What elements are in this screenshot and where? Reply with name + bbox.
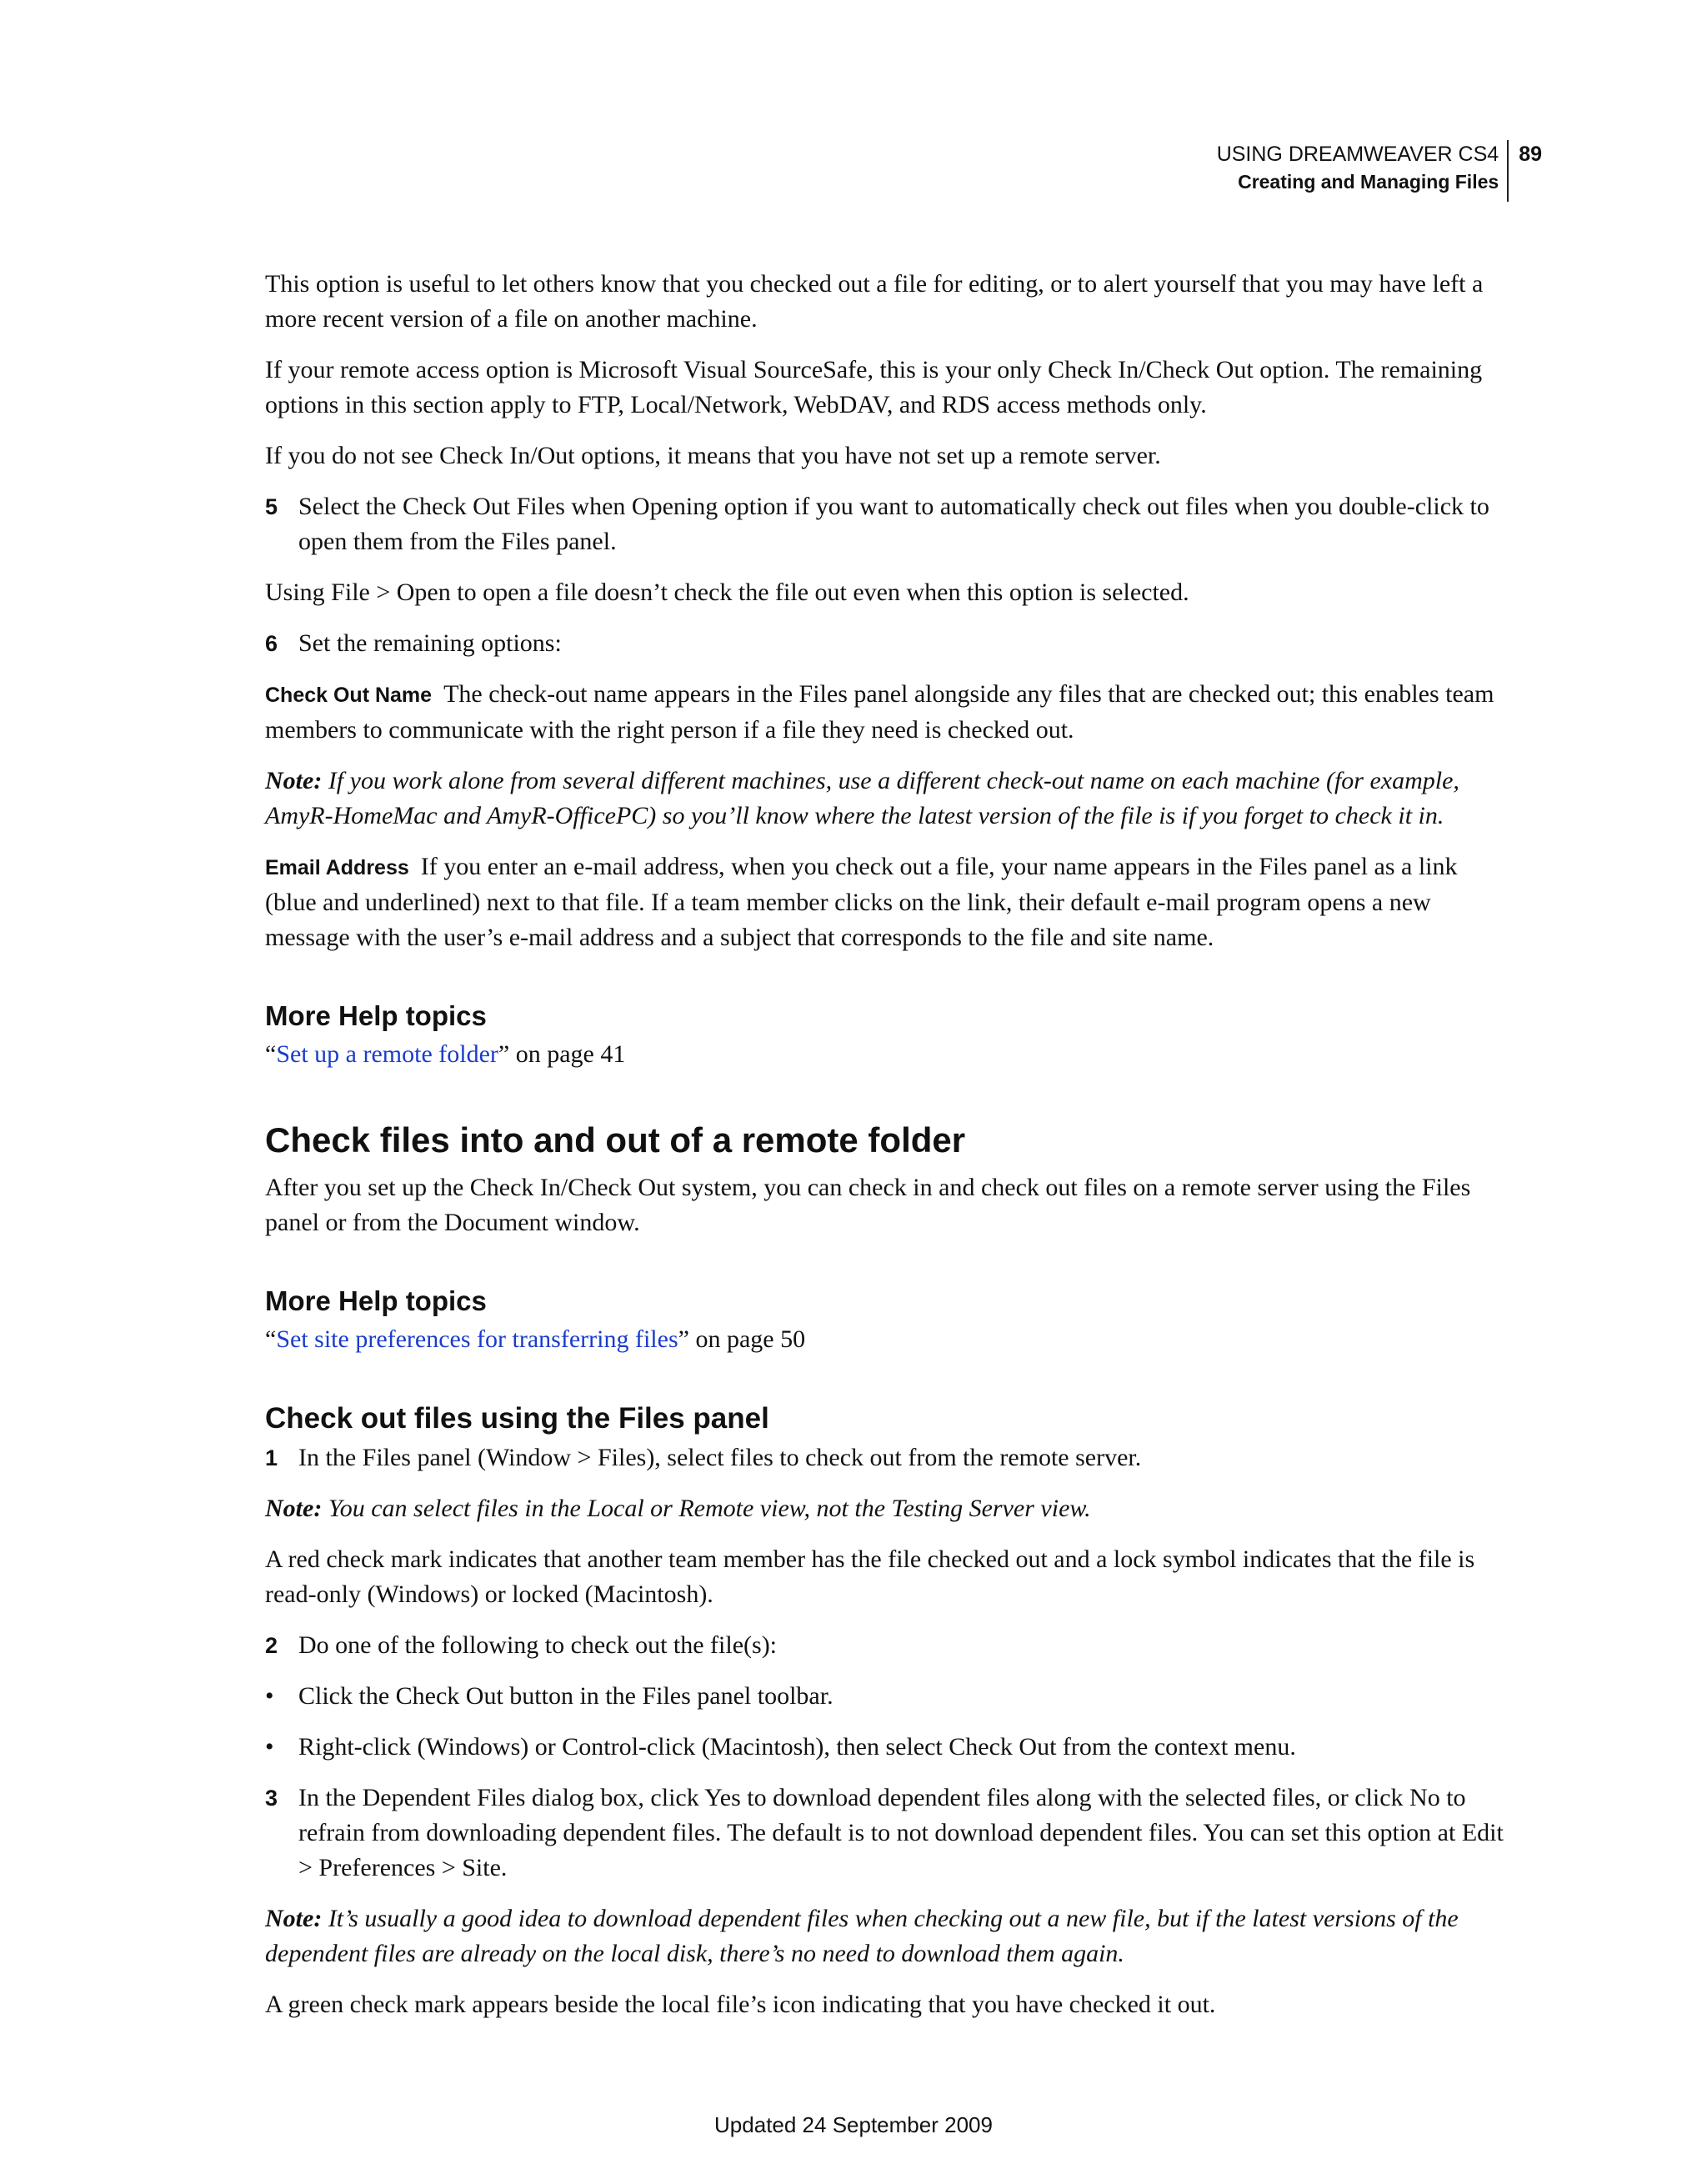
open-quote: “ <box>265 1040 277 1068</box>
open-quote: “ <box>265 1325 277 1353</box>
note-text: It’s usually a good idea to download dependent files when checking out a new file, but if the latest versions of the dependent files are already on the local disk, there’s no need to download them again. <box>265 1905 1459 1967</box>
paragraph-1: This option is useful to let others know that you checked out a file for editing, or to alert yourself that you may have left a more recent version of a file on another machine. <box>265 270 1484 333</box>
header-subtitle: Creating and Managing Files <box>1238 171 1499 193</box>
term-description: The check-out name appears in the Files panel alongside any files that are checked out; this enables team members to communicate with the right person if a file they need is checked out. <box>265 680 1494 744</box>
subsection-heading: Check out files using the Files panel <box>265 1402 769 1435</box>
step-number: 5 <box>265 494 278 519</box>
step-number: 3 <box>265 1786 278 1811</box>
help-link-remote-folder[interactable]: Set up a remote folder <box>276 1040 498 1068</box>
definition-email-address <box>265 849 1507 955</box>
step-number: 2 <box>265 1633 278 1658</box>
page-reference: ” on page 41 <box>498 1040 626 1068</box>
note-1 <box>265 764 1507 834</box>
paragraph-7: A green check mark appears beside the local file’s icon indicating that you have checked it out. <box>265 1991 1216 2018</box>
note-label: Note: <box>265 1905 323 1932</box>
step-text: Set the remaining options: <box>298 629 562 657</box>
term-label: Check Out Name <box>265 684 433 707</box>
note-text: If you work alone from several different machines, use a different check-out name on each machine (for example, AmyR-HomeMac and AmyR-OfficePC) so you’ll know where the latest version of the file is if you forget to check it in. <box>265 767 1459 829</box>
note-3 <box>265 1901 1507 1971</box>
section-heading: Check files into and out of a remote folder <box>265 1120 966 1160</box>
page-footer: Updated 24 September 2009 <box>714 2112 993 2137</box>
step-2 <box>265 1628 1507 1663</box>
step-text: In the Dependent Files dialog box, click Yes to download dependent files along with the selected files, or click No to refrain from downloading dependent files. The default is to not download dependent files. You can set this option at Edit > Preferences > Site. <box>298 1784 1504 1881</box>
page-reference: ” on page 50 <box>678 1325 806 1353</box>
more-help-heading-1: More Help topics <box>265 1000 487 1031</box>
bullet-marker: • <box>265 1733 274 1761</box>
step-text: Do one of the following to check out the file(s): <box>298 1631 778 1659</box>
step-1 <box>265 1440 1507 1475</box>
term-description: If you enter an e-mail address, when you check out a file, your name appears in the Files panel as a link (blue and underlined) next to that file. If a team member clicks on the link, their default e-mail program opens a new message with the user’s e-mail address and a subject that corresponds to the file and site name. <box>265 853 1458 951</box>
paragraph-5: After you set up the Check In/Check Out system, you can check in and check out files on a remote server using the Files panel or from the Document window. <box>265 1174 1471 1236</box>
definition-check-out-name <box>265 677 1507 748</box>
help-link-line-2 <box>265 1322 1507 1357</box>
paragraph-3: If you do not see Check In/Out options, it means that you have not set up a remote server. <box>265 442 1161 469</box>
step-5 <box>265 489 1507 559</box>
note-label: Note: <box>265 1495 323 1522</box>
bullet-item <box>265 1679 1507 1714</box>
page-body <box>265 267 1507 2038</box>
page-number: 89 <box>1519 143 1542 166</box>
step-number: 6 <box>265 631 278 656</box>
help-link-site-preferences[interactable]: Set site preferences for transferring files <box>276 1325 678 1353</box>
bullet-marker: • <box>265 1682 274 1710</box>
paragraph-6: A red check mark indicates that another team member has the file checked out and a lock symbol indicates that the file is read-only (Windows) or locked (Macintosh). <box>265 1545 1475 1608</box>
header-text-block <box>1217 140 1509 202</box>
bullet-text: Click the Check Out button in the Files panel toolbar. <box>298 1682 833 1710</box>
step-text: Select the Check Out Files when Opening option if you want to automatically check out files when you double-click to open them from the Files panel. <box>298 493 1489 555</box>
more-help-heading-2: More Help topics <box>265 1285 487 1316</box>
bullet-text: Right-click (Windows) or Control-click (Macintosh), then select Check Out from the context menu. <box>298 1733 1296 1761</box>
term-label: Email Address <box>265 856 409 879</box>
bullet-item <box>265 1730 1507 1765</box>
step-6 <box>265 626 1507 661</box>
running-header <box>1217 140 1542 202</box>
step-text: In the Files panel (Window > Files), select files to check out from the remote server. <box>298 1444 1142 1471</box>
note-2 <box>265 1491 1507 1526</box>
note-label: Note: <box>265 767 323 794</box>
header-title: USING DREAMWEAVER CS4 <box>1216 143 1499 166</box>
help-link-line-1 <box>265 1037 1507 1072</box>
paragraph-4: Using File > Open to open a file doesn’t check the file out even when this option is selected. <box>265 579 1189 606</box>
note-text: You can select files in the Local or Remote view, not the Testing Server view. <box>328 1495 1091 1522</box>
step-number: 1 <box>265 1445 278 1470</box>
paragraph-2: If your remote access option is Microsoft Visual SourceSafe, this is your only Check In/Check Out option. The remaining options in this section apply to FTP, Local/Network, WebDAV, and RDS access methods only. <box>265 356 1483 418</box>
step-3 <box>265 1781 1507 1886</box>
